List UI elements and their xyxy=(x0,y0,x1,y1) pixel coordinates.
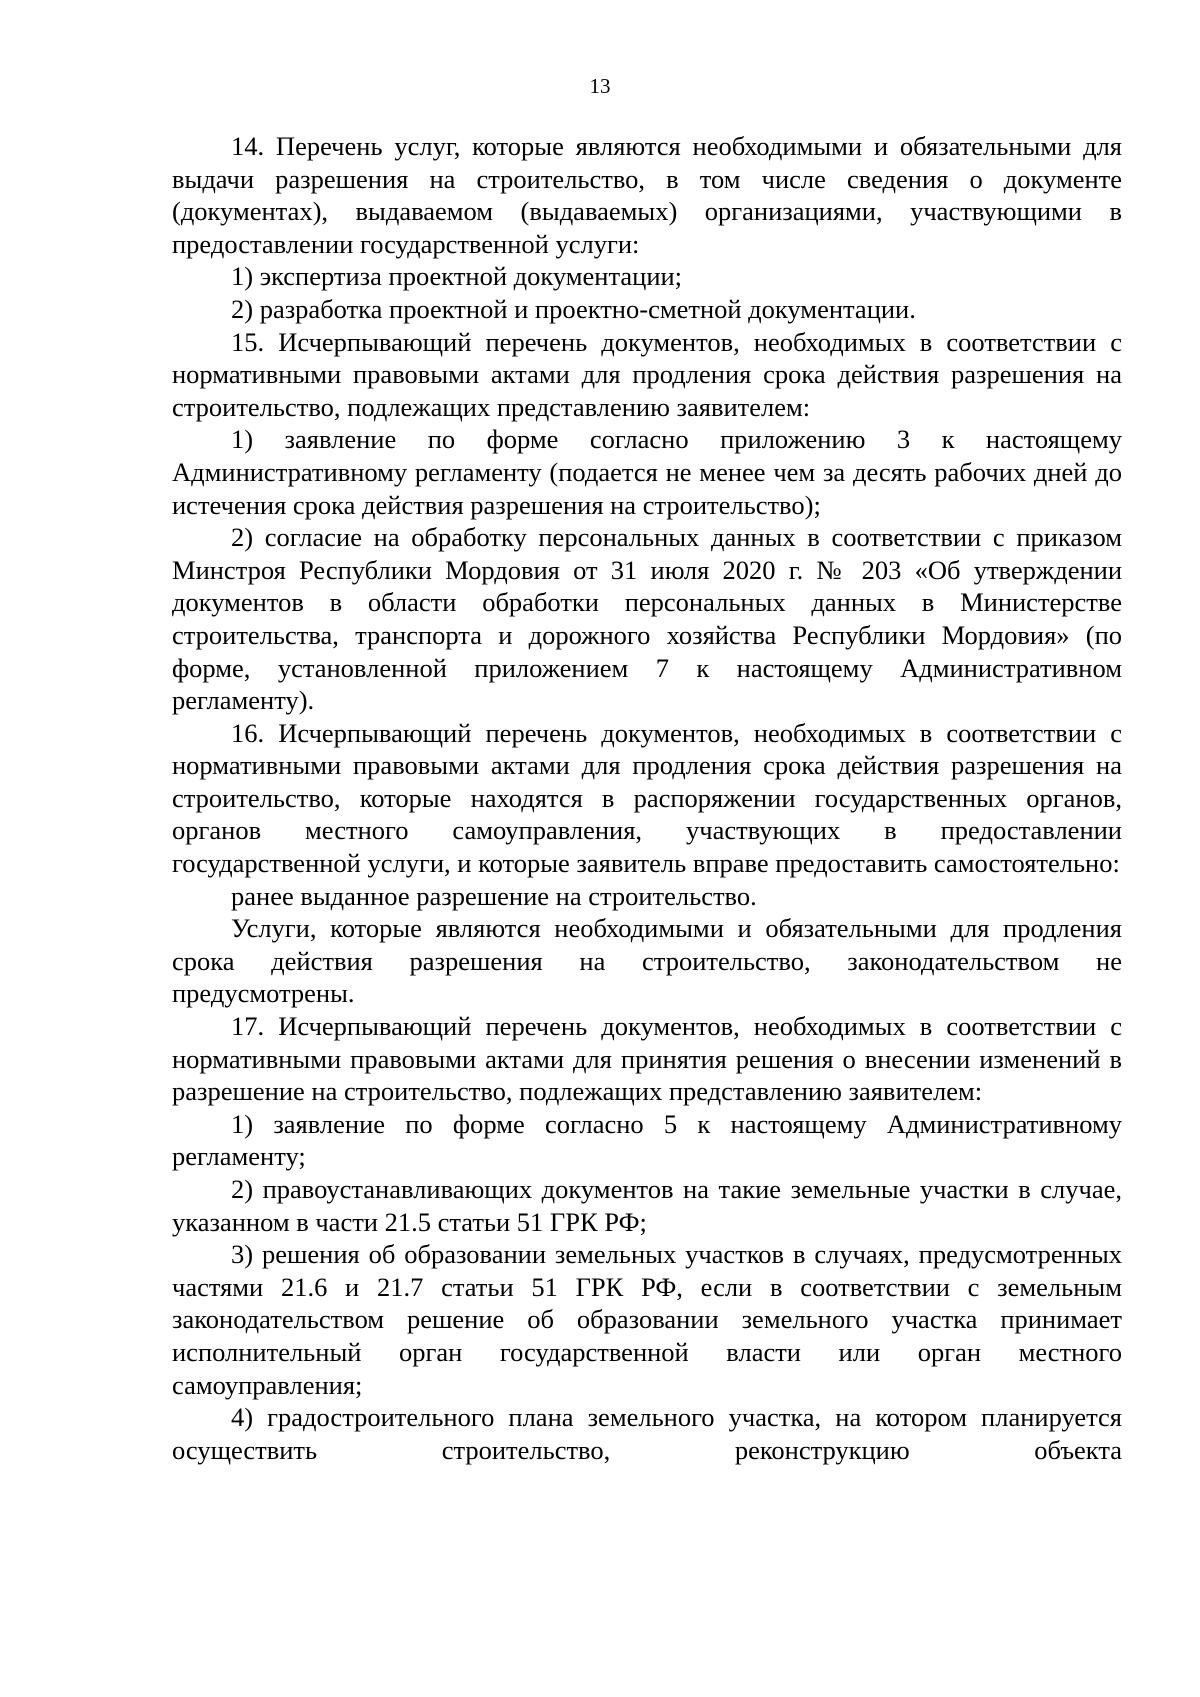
paragraph-17: 17. Исчерпывающий перечень документов, необходимых в соответствии с нормативными правовыми актами для принятия решения о внесении изменений в разрешение на строительство, подлежащих представлению заявителем: xyxy=(172,1011,1122,1107)
list-item-application: 1) заявление по форме согласно приложению 3 к настоящему Административному регламенту (подается не менее чем за десять рабочих дней до истечения срока действия разрешения на строительство); xyxy=(172,424,1122,520)
list-item-land-formation-decision: 3) решения об образовании земельных участков в случаях, предусмотренных частями 21.6 и 21.7 статьи 51 ГРК РФ, если в соответствии с земельным законодательством решение об образовании земельного участка принимает исполнительный орган государственной власти или орган местного самоуправления; xyxy=(172,1239,1122,1400)
paragraph-15: 15. Исчерпывающий перечень документов, необходимых в соответствии с нормативными правовыми актами для продления срока действия разрешения на строительство, подлежащих представлению заявителем: xyxy=(172,326,1122,422)
list-item-previous-permit: ранее выданное разрешение на строительство. xyxy=(231,880,757,911)
list-item-consent: 2) согласие на обработку персональных данных в соответствии с приказом Минстроя Республики Мордовия от 31 июля 2020 г. № 203 «Об утверждении документов в области обработки персональных данных в Министерстве строительства, транспорта и дорожного хозяйства Республики Мордовия» (по форме, установленной приложением 7 к настоящему Административном регламенту). xyxy=(172,522,1122,716)
paragraph-16: 16. Исчерпывающий перечень документов, необходимых в соответствии с нормативными правовыми актами для продления срока действия разрешения на строительство, которые находятся в распоряжении государственных органов, органов местного самоуправления, участвующих в предоставлении государственной услуги, и которые заявитель вправе предоставить самостоятельно: xyxy=(172,717,1122,879)
document-body xyxy=(172,130,1122,1466)
list-item-expertise: 1) экспертиза проектной документации; xyxy=(231,261,683,292)
list-item-title-documents: 2) правоустанавливающих документов на такие земельные участки в случае, указанном в части 21.5 статьи 51 ГРК РФ; xyxy=(172,1174,1122,1237)
list-item-urban-plan: 4) градостроительного плана земельного участка, на котором планируется осуществить строительство, реконструкцию объекта xyxy=(172,1402,1122,1465)
paragraph-14: 14. Перечень услуг, которые являются необходимыми и обязательными для выдачи разрешения на строительство, в том числе сведения о документе (документах), выдаваемом (выдаваемых) организациями, участвующими в предоставлении государственной услуги: xyxy=(172,131,1122,259)
list-item-application-form-5: 1) заявление по форме согласно 5 к настоящему Административному регламенту; xyxy=(172,1108,1122,1172)
page-number: 13 xyxy=(589,74,611,98)
list-item-development: 2) разработка проектной и проектно-сметной документации. xyxy=(231,293,916,324)
paragraph-services-note: Услуги, которые являются необходимыми и обязательными для продления срока действия разрешения на строительство, законодательством не предусмотрены. xyxy=(172,913,1122,1009)
